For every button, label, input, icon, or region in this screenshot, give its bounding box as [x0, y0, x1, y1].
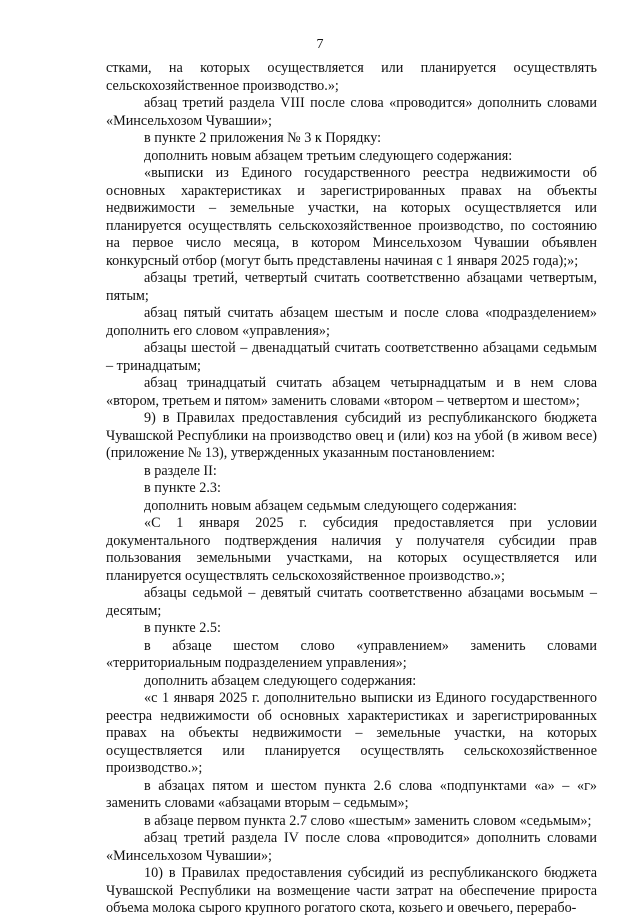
paragraph: в пункте 2.3:: [144, 480, 221, 496]
page-number: 7: [316, 37, 324, 52]
paragraph-quote: «с 1 января 2025 г. дополнительно выписки из Единого государственного реестра недвижимости об основных характеристиках и зарегистрированных правах на объекты недвижимости – земельные участки, на которых осуществляется или планируется осуществлять сельскохозяйственное производство.»;: [106, 690, 597, 776]
paragraph: в пункте 2.5:: [144, 620, 221, 636]
paragraph: дополнить новым абзацем седьмым следующего содержания:: [144, 497, 517, 514]
paragraph-item-10: 10) в Правилах предоставления субсидий из республиканского бюджета Чувашской Республики на возмещение части затрат на обеспечение прироста объема молока сырого крупного рогатого скота, козьего и овечьего, перерабо-: [106, 865, 597, 916]
paragraph: в абзацах пятом и шестом пункта 2.6 слова «подпунктами «а» – «г» заменить словами «абзацами вторым – седьмым»;: [106, 777, 597, 811]
paragraph-continuation: стками, на которых осуществляется или планируется осуществлять сельскохозяйственное производство.»;: [106, 60, 597, 94]
paragraph-quote: «выписки из Единого государственного реестра недвижимости об основных характеристиках и зарегистрированных правах на объекты недвижимости – земельные участки, на которых осуществляется или планируется осуществлять сельскохозяйственное производство, по состоянию на первое число месяца, в котором Минсельхозом Чувашии объявлен конкурсный отбор (могут быть представлены начиная с 1 января 2025 года);»;: [106, 165, 597, 269]
paragraph: абзацы седьмой – девятый считать соответственно абзацами восьмым – десятым;: [106, 585, 597, 619]
paragraph: абзацы шестой – двенадцатый считать соответственно абзацами седьмым – тринадцатым;: [106, 340, 597, 374]
paragraph: в абзаце шестом слово «управлением» заменить словами «территориальным подразделением управления»;: [106, 637, 597, 671]
paragraph: абзац третий раздела VIII после слова «проводится» дополнить словами «Минсельхозом Чувашии»;: [106, 95, 597, 129]
paragraph: дополнить абзацем следующего содержания:: [144, 672, 417, 689]
paragraph-item-9: 9) в Правилах предоставления субсидий из республиканского бюджета Чувашской Республики на производство овец и (или) коз на убой (в живом весе) (приложение № 13), утвержденных указанным постановлением:: [106, 410, 597, 461]
paragraph: в абзаце первом пункта 2.7 слово «шестым» заменить словом «седьмым»;: [144, 812, 592, 829]
paragraph-quote: «С 1 января 2025 г. субсидия предоставляется при условии документального подтверждения наличия у получателя субсидии прав пользования земельными участками, на которых осуществляется или планируется осуществлять сельскохозяйственное производство.»;: [106, 515, 597, 584]
paragraph: абзацы третий, четвертый считать соответственно абзацами четвертым, пятым;: [106, 270, 597, 304]
paragraph: дополнить новым абзацем третьим следующего содержания:: [144, 147, 513, 164]
paragraph: абзац тринадцатый считать абзацем четырнадцатым и в нем слова «втором, третьем и пятом» заменить словами «втором – четвертом и шестом»;: [106, 375, 597, 409]
paragraph: абзац пятый считать абзацем шестым и после слова «подразделением» дополнить его словом «управления»;: [106, 305, 597, 339]
paragraph: абзац третий раздела IV после слова «проводится» дополнить словами «Минсельхозом Чувашии»;: [106, 830, 597, 864]
document-body: [106, 60, 597, 918]
paragraph: в пункте 2 приложения № 3 к Порядку:: [144, 130, 382, 146]
paragraph: в разделе II:: [144, 462, 217, 479]
